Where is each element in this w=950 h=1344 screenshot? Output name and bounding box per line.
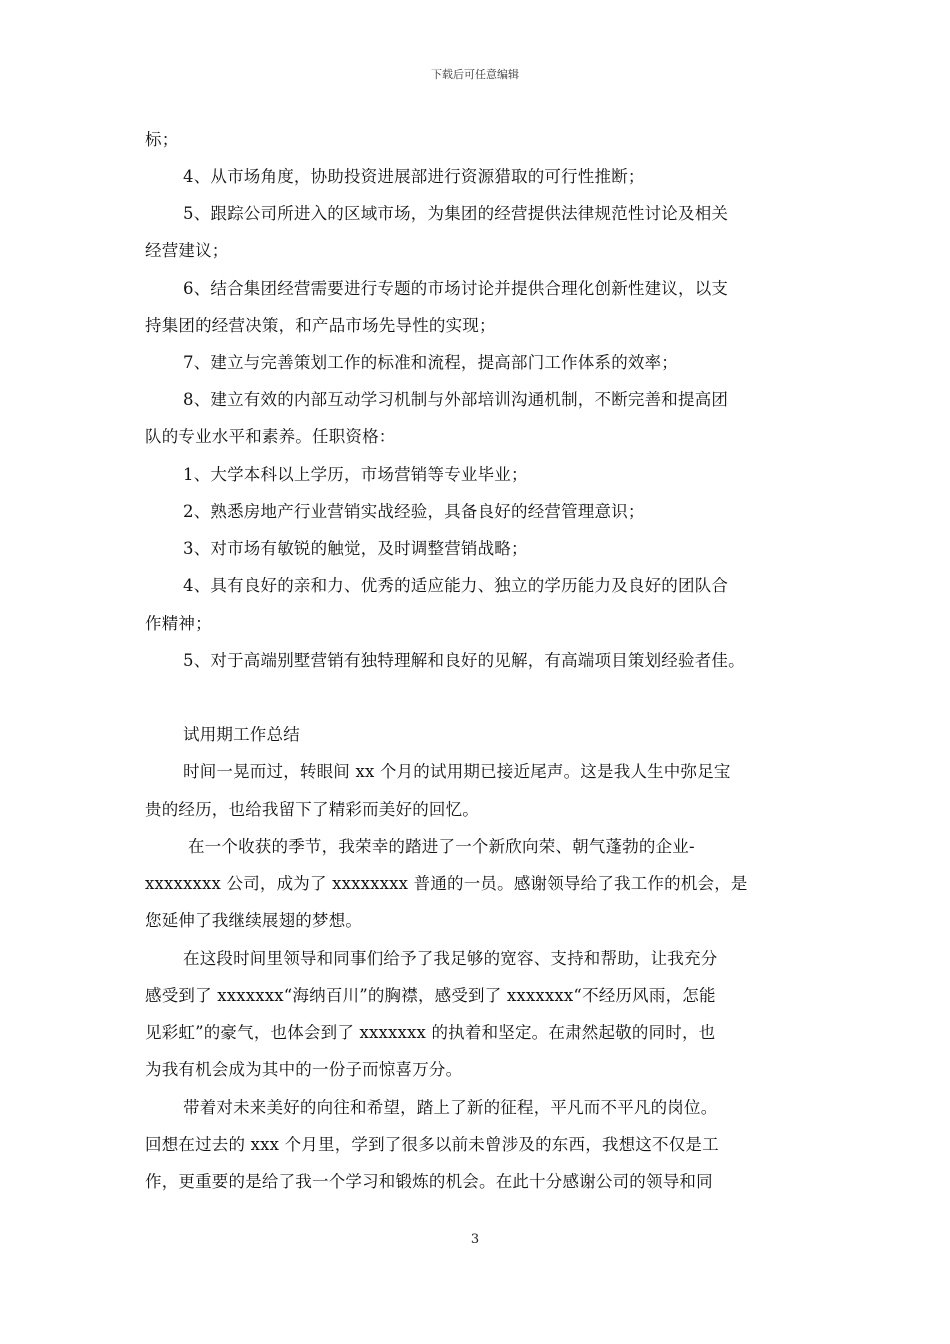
text-line: xxxxxxxx 公司，成为了 xxxxxxxx 普通的一员。感谢领导给了我工作的机会，是 (145, 874, 748, 893)
text-line: 持集团的经营决策，和产品市场先导性的实现； (145, 316, 496, 335)
text-line: 带着对未来美好的向往和希望，踏上了新的征程，平凡而不平凡的岗位。 (183, 1098, 718, 1117)
text-line: 作，更重要的是给了我一个学习和锻炼的机会。在此十分感谢公司的领导和同 (145, 1172, 713, 1191)
text-line: 5、对于高端别墅营销有独特理解和良好的见解，有高端项目策划经验者佳。 (183, 651, 745, 670)
text-line: 3、对市场有敏锐的触觉，及时调整营销战略； (183, 539, 528, 558)
text-line: 7、建立与完善策划工作的标准和流程，提高部门工作体系的效率； (183, 353, 678, 372)
page-header: 下载后可任意编辑 (431, 68, 519, 81)
text-line: 在一个收获的季节，我荣幸的踏进了一个新欣向荣、朝气蓬勃的企业- (188, 837, 695, 856)
section-title: 试用期工作总结 (183, 725, 300, 744)
text-line: 1、大学本科以上学历，市场营销等专业毕业； (183, 465, 528, 484)
text-line: 4、从市场角度，协助投资进展部进行资源猎取的可行性推断； (183, 167, 645, 186)
text-line: 见彩虹”的豪气，也体会到了 xxxxxxx 的执着和坚定。在肃然起敬的同时，也 (145, 1023, 716, 1042)
text-line: 贵的经历，也给我留下了精彩而美好的回忆。 (145, 800, 479, 819)
text-line: 在这段时间里领导和同事们给予了我足够的宽容、支持和帮助，让我充分 (183, 949, 718, 968)
text-line: 时间一晃而过，转眼间 xx 个月的试用期已接近尾声。这是我人生中弥足宝 (183, 762, 731, 781)
text-line: 标； (145, 130, 179, 149)
text-line: 回想在过去的 xxx 个月里，学到了很多以前未曾涉及的东西，我想这不仅是工 (145, 1135, 719, 1154)
text-line: 6、结合集团经营需要进行专题的市场讨论并提供合理化创新性建议，以支 (183, 279, 729, 298)
text-line: 为我有机会成为其中的一份子而惊喜万分。 (145, 1060, 463, 1079)
text-line: 2、熟悉房地产行业营销实战经验，具备良好的经营管理意识； (183, 502, 645, 521)
text-line: 作精神； (145, 614, 212, 633)
text-line: 队的专业水平和素养。任职资格： (145, 427, 396, 446)
text-line: 经营建议； (145, 241, 229, 260)
text-line: 5、跟踪公司所进入的区域市场，为集团的经营提供法律规范性讨论及相关 (183, 204, 729, 223)
page-number: 3 (470, 1232, 480, 1247)
text-line: 感受到了 xxxxxxx“海纳百川”的胸襟，感受到了 xxxxxxx“不经历风雨，怎能 (145, 986, 716, 1005)
text-line: 8、建立有效的内部互动学习机制与外部培训沟通机制，不断完善和提高团 (183, 390, 729, 409)
text-line: 您延伸了我继续展翅的梦想。 (145, 911, 363, 930)
text-line: 4、具有良好的亲和力、优秀的适应能力、独立的学历能力及良好的团队合 (183, 576, 729, 595)
